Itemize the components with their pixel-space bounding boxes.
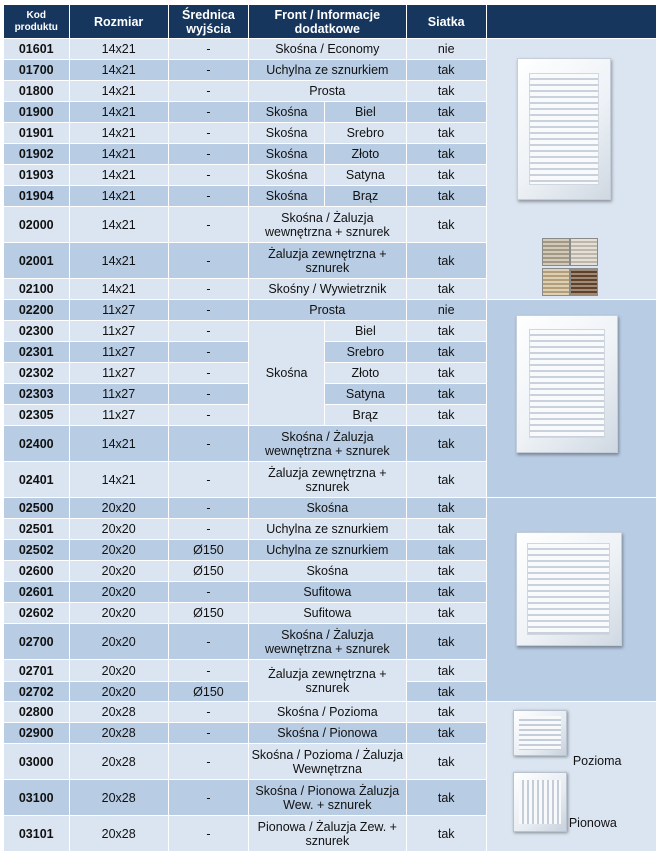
product-diameter: - xyxy=(168,384,248,405)
product-code: 02303 xyxy=(4,384,70,405)
product-mesh: tak xyxy=(406,405,486,426)
product-mesh: tak xyxy=(406,582,486,603)
product-mesh: tak xyxy=(406,702,486,723)
product-size: 20x20 xyxy=(69,624,168,660)
product-mesh: tak xyxy=(406,207,486,243)
header-size: Rozmiar xyxy=(69,5,168,39)
product-mesh: tak xyxy=(406,384,486,405)
product-code: 02501 xyxy=(4,519,70,540)
product-mesh: nie xyxy=(406,300,486,321)
product-size: 14x21 xyxy=(69,279,168,300)
product-mesh: tak xyxy=(406,682,486,702)
product-size: 14x21 xyxy=(69,207,168,243)
product-diameter: - xyxy=(168,582,248,603)
product-mesh: tak xyxy=(406,540,486,561)
product-front: Skośna xyxy=(249,321,325,426)
product-mesh: tak xyxy=(406,81,486,102)
image-cell-20x20 xyxy=(486,498,656,702)
product-front: Skośna / Pozioma / Żaluzja Wewnętrzna xyxy=(249,744,406,780)
product-diameter: - xyxy=(168,165,248,186)
product-mesh: tak xyxy=(406,144,486,165)
product-code: 01800 xyxy=(4,81,70,102)
product-mesh: tak xyxy=(406,279,486,300)
product-size: 14x21 xyxy=(69,60,168,81)
image-cell-11x27 xyxy=(486,300,656,498)
product-code: 02900 xyxy=(4,723,70,744)
product-color: Złoto xyxy=(325,363,406,384)
product-code: 01900 xyxy=(4,102,70,123)
product-front: Żaluzja zewnętrzna + sznurek xyxy=(249,243,406,279)
header-mesh: Siatka xyxy=(406,5,486,39)
product-code: 02001 xyxy=(4,243,70,279)
product-code: 01901 xyxy=(4,123,70,144)
table-row xyxy=(4,702,657,723)
product-code: 03000 xyxy=(4,744,70,780)
vent-horizontal-image xyxy=(513,710,567,756)
product-front: Skośna / Pozioma xyxy=(249,702,406,723)
product-mesh: tak xyxy=(406,342,486,363)
product-size: 20x20 xyxy=(69,582,168,603)
product-color: Złoto xyxy=(325,144,406,165)
product-front: Uchylna ze sznurkiem xyxy=(249,60,406,81)
product-color: Satyna xyxy=(325,165,406,186)
product-diameter: - xyxy=(168,123,248,144)
product-front: Skośna / Żaluzja wewnętrzna + sznurek xyxy=(249,624,406,660)
swatch-silver xyxy=(542,238,570,266)
product-mesh: tak xyxy=(406,165,486,186)
product-front: Skośna xyxy=(249,498,406,519)
product-code: 02601 xyxy=(4,582,70,603)
product-diameter: - xyxy=(168,660,248,682)
product-diameter: - xyxy=(168,207,248,243)
product-code: 02401 xyxy=(4,462,70,498)
product-code: 01903 xyxy=(4,165,70,186)
product-code: 02800 xyxy=(4,702,70,723)
product-diameter: - xyxy=(168,816,248,852)
product-mesh: tak xyxy=(406,363,486,384)
product-code: 02602 xyxy=(4,603,70,624)
product-size: 20x28 xyxy=(69,702,168,723)
image-cell-14x21 xyxy=(486,39,656,300)
swatch-brown xyxy=(570,268,598,296)
product-code: 01700 xyxy=(4,60,70,81)
product-size: 14x21 xyxy=(69,186,168,207)
product-mesh: tak xyxy=(406,426,486,462)
product-size: 11x27 xyxy=(69,321,168,342)
product-size: 11x27 xyxy=(69,384,168,405)
product-code: 01904 xyxy=(4,186,70,207)
product-mesh: tak xyxy=(406,780,486,816)
product-front: Skośna / Pionowa xyxy=(249,723,406,744)
product-code: 02302 xyxy=(4,363,70,384)
product-diameter: - xyxy=(168,243,248,279)
product-mesh: tak xyxy=(406,186,486,207)
product-front: Żaluzja zewnętrzna + sznurek xyxy=(249,660,406,702)
product-mesh: nie xyxy=(406,39,486,60)
product-code: 02305 xyxy=(4,405,70,426)
product-front: Skośna xyxy=(249,123,325,144)
product-diameter: - xyxy=(168,426,248,462)
product-front: Żaluzja zewnętrzna + sznurek xyxy=(249,462,406,498)
product-size: 11x27 xyxy=(69,342,168,363)
header-code: Kod produktu xyxy=(4,5,70,39)
product-code: 02701 xyxy=(4,660,70,682)
product-diameter: - xyxy=(168,342,248,363)
product-color: Srebro xyxy=(325,123,406,144)
product-mesh: tak xyxy=(406,660,486,682)
product-front: Skośna xyxy=(249,561,406,582)
product-code: 02502 xyxy=(4,540,70,561)
product-size: 14x21 xyxy=(69,39,168,60)
product-size: 14x21 xyxy=(69,102,168,123)
product-code: 01902 xyxy=(4,144,70,165)
swatch-satin xyxy=(570,238,598,266)
product-code: 02702 xyxy=(4,682,70,702)
product-diameter: - xyxy=(168,81,248,102)
product-mesh: tak xyxy=(406,816,486,852)
product-color: Brąz xyxy=(325,405,406,426)
product-color: Srebro xyxy=(325,342,406,363)
product-mesh: tak xyxy=(406,102,486,123)
product-color: Biel xyxy=(325,102,406,123)
swatch-gold xyxy=(542,268,570,296)
header-front: Front / Informacje dodatkowe xyxy=(249,5,406,39)
product-size: 20x20 xyxy=(69,682,168,702)
product-size: 20x20 xyxy=(69,561,168,582)
product-size: 20x20 xyxy=(69,603,168,624)
product-diameter: - xyxy=(168,102,248,123)
product-diameter: - xyxy=(168,519,248,540)
product-front: Skośna / Żaluzja wewnętrzna + sznurek xyxy=(249,426,406,462)
product-diameter: - xyxy=(168,363,248,384)
product-front: Sufitowa xyxy=(249,603,406,624)
product-mesh: tak xyxy=(406,498,486,519)
product-code: 03100 xyxy=(4,780,70,816)
vent-image-14x21 xyxy=(517,58,611,200)
product-diameter: - xyxy=(168,744,248,780)
product-size: 14x21 xyxy=(69,426,168,462)
product-size: 11x27 xyxy=(69,300,168,321)
product-size: 20x28 xyxy=(69,780,168,816)
header-image xyxy=(486,5,656,39)
product-mesh: tak xyxy=(406,243,486,279)
product-diameter: - xyxy=(168,702,248,723)
product-front: Prosta xyxy=(249,81,406,102)
product-front: Skośna xyxy=(249,186,325,207)
product-diameter: - xyxy=(168,300,248,321)
product-diameter: Ø150 xyxy=(168,561,248,582)
product-diameter: - xyxy=(168,498,248,519)
product-code: 02400 xyxy=(4,426,70,462)
product-size: 20x20 xyxy=(69,540,168,561)
product-front: Skośna / Pionowa Żaluzja Wew. + sznurek xyxy=(249,780,406,816)
color-swatches xyxy=(542,238,596,296)
product-front: Skośna / Economy xyxy=(249,39,406,60)
product-mesh: tak xyxy=(406,561,486,582)
product-front: Uchylna ze sznurkiem xyxy=(249,540,406,561)
product-size: 20x28 xyxy=(69,816,168,852)
product-size: 14x21 xyxy=(69,462,168,498)
product-code: 01601 xyxy=(4,39,70,60)
product-front: Skośny / Wywietrznik xyxy=(249,279,406,300)
product-front: Skośna xyxy=(249,102,325,123)
product-front: Pionowa / Żaluzja Zew. + sznurek xyxy=(249,816,406,852)
product-front: Skośna xyxy=(249,144,325,165)
product-mesh: tak xyxy=(406,123,486,144)
vertical-label: Pionowa xyxy=(568,816,617,830)
product-color: Satyna xyxy=(325,384,406,405)
product-size: 14x21 xyxy=(69,81,168,102)
product-size: 11x27 xyxy=(69,405,168,426)
product-front: Uchylna ze sznurkiem xyxy=(249,519,406,540)
product-code: 02000 xyxy=(4,207,70,243)
product-size: 14x21 xyxy=(69,165,168,186)
product-size: 14x21 xyxy=(69,243,168,279)
product-mesh: tak xyxy=(406,603,486,624)
product-front: Prosta xyxy=(249,300,406,321)
product-code: 03101 xyxy=(4,816,70,852)
product-size: 20x28 xyxy=(69,744,168,780)
product-mesh: tak xyxy=(406,723,486,744)
product-mesh: tak xyxy=(406,519,486,540)
product-diameter: Ø150 xyxy=(168,682,248,702)
product-size: 11x27 xyxy=(69,363,168,384)
product-size: 20x20 xyxy=(69,660,168,682)
vent-vertical-image xyxy=(513,772,567,832)
product-diameter: - xyxy=(168,279,248,300)
product-diameter: - xyxy=(168,39,248,60)
product-color: Brąz xyxy=(325,186,406,207)
product-mesh: tak xyxy=(406,60,486,81)
product-diameter: - xyxy=(168,144,248,165)
header-diameter: Średnica wyjścia xyxy=(168,5,248,39)
product-code: 02301 xyxy=(4,342,70,363)
product-mesh: tak xyxy=(406,462,486,498)
product-front: Sufitowa xyxy=(249,582,406,603)
product-diameter: - xyxy=(168,780,248,816)
table-row xyxy=(4,300,657,321)
product-color: Biel xyxy=(325,321,406,342)
product-diameter: Ø150 xyxy=(168,540,248,561)
product-mesh: tak xyxy=(406,624,486,660)
product-front: Skośna xyxy=(249,165,325,186)
product-code: 02500 xyxy=(4,498,70,519)
product-size: 20x20 xyxy=(69,519,168,540)
product-front: Skośna / Żaluzja wewnętrzna + sznurek xyxy=(249,207,406,243)
product-diameter: - xyxy=(168,723,248,744)
product-code: 02300 xyxy=(4,321,70,342)
product-diameter: - xyxy=(168,462,248,498)
product-size: 14x21 xyxy=(69,123,168,144)
product-diameter: - xyxy=(168,405,248,426)
product-diameter: - xyxy=(168,186,248,207)
product-mesh: tak xyxy=(406,321,486,342)
product-diameter: - xyxy=(168,321,248,342)
product-code: 02200 xyxy=(4,300,70,321)
product-table xyxy=(3,4,657,852)
table-row xyxy=(4,498,657,519)
product-size: 20x28 xyxy=(69,723,168,744)
vent-image-11x27 xyxy=(516,315,618,453)
product-mesh: tak xyxy=(406,744,486,780)
horizontal-label: Pozioma xyxy=(572,754,622,768)
table-row xyxy=(4,39,657,60)
vent-image-20x20 xyxy=(516,532,622,646)
product-size: 14x21 xyxy=(69,144,168,165)
header-row xyxy=(4,5,657,39)
product-code: 02700 xyxy=(4,624,70,660)
product-code: 02100 xyxy=(4,279,70,300)
product-diameter: - xyxy=(168,624,248,660)
image-cell-20x28 xyxy=(486,702,656,852)
product-diameter: Ø150 xyxy=(168,603,248,624)
product-diameter: - xyxy=(168,60,248,81)
product-size: 20x20 xyxy=(69,498,168,519)
product-code: 02600 xyxy=(4,561,70,582)
